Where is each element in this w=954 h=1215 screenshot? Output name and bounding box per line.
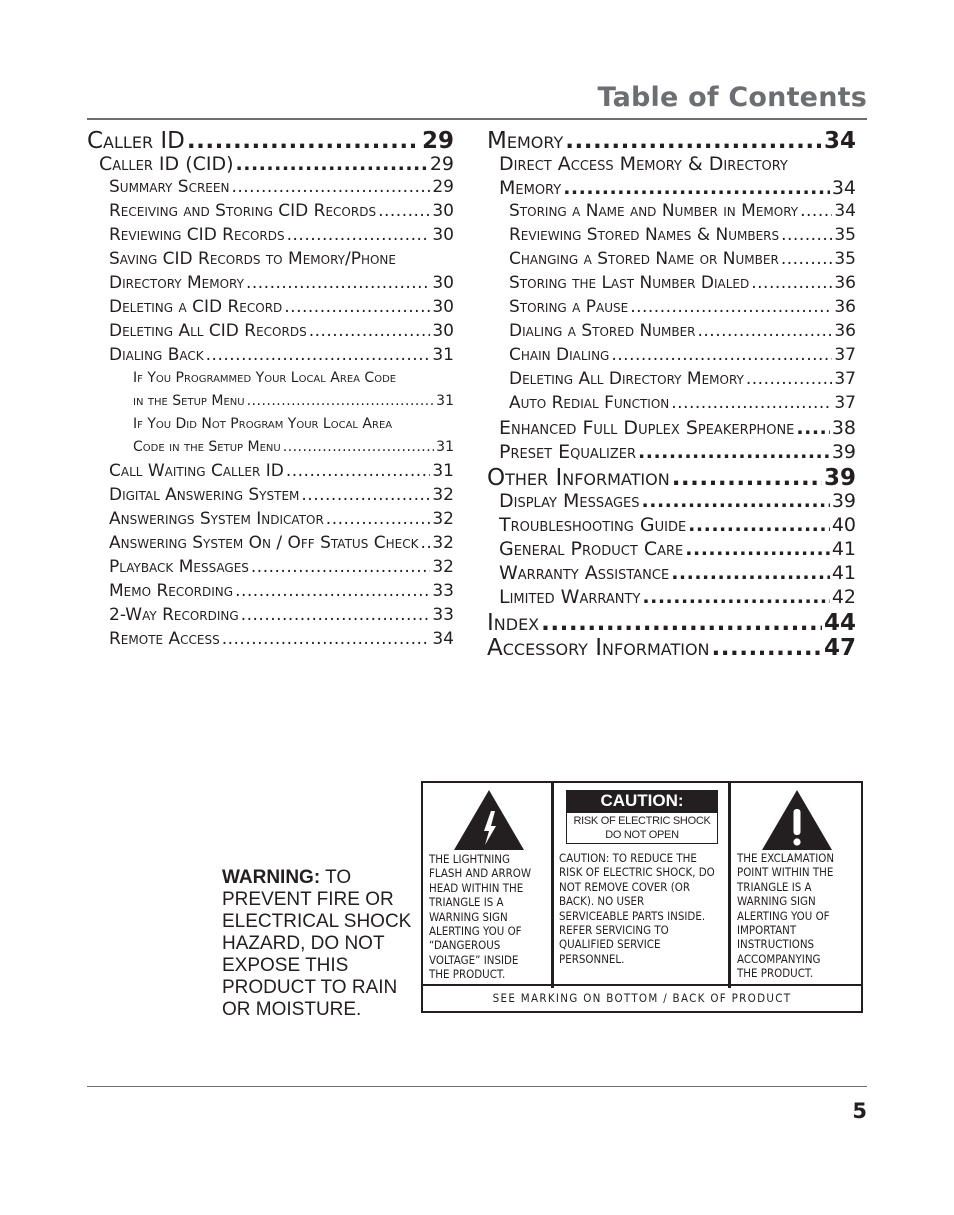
toc-entry[interactable]	[87, 535, 454, 559]
toc-entry[interactable]	[87, 155, 454, 179]
toc-entry-label: Enhanced Full Duplex Speakerphone	[499, 417, 795, 439]
toc-entry-label: Digital Answering System	[109, 485, 300, 505]
toc-entry-label: Saving CID Records to Memory/Phone	[109, 249, 396, 269]
toc-entry[interactable]	[487, 251, 856, 275]
page-number: 5	[852, 1099, 867, 1123]
toc-entry-label: Auto Redial Function	[509, 393, 670, 413]
toc-entry-label: Chain Dialing	[509, 345, 610, 365]
toc-leader-dots	[800, 203, 832, 220]
toc-entry-label: Caller ID (CID)	[99, 153, 234, 175]
toc-leader-dots	[236, 155, 428, 174]
toc-leader-dots	[685, 540, 830, 559]
lightning-panel	[423, 783, 551, 988]
caution-text: CAUTION: TO REDUCE THE RISK OF ELECTRIC SHOCK, DO NOT REMOVE COVER (OR BACK). NO USER SERVICEABLE PARTS INSIDE. REFER SERVICING TO QUALIFIED SERVICE PERSONNEL.	[559, 852, 715, 966]
toc-entry[interactable]	[487, 443, 856, 467]
toc-entry-page: 42	[831, 586, 856, 608]
warning-label: WARNING:	[222, 867, 321, 888]
toc-entry[interactable]	[87, 299, 454, 323]
toc-entry-page: 41	[831, 538, 856, 560]
toc-entry-label: Deleting All CID Records	[109, 321, 307, 341]
toc-entry-label: Display Messages	[499, 490, 640, 512]
toc-entry-label: in the Setup Menu	[133, 393, 245, 409]
toc-entry-label: Direct Access Memory & Directory	[499, 153, 788, 175]
toc-leader-dots	[246, 275, 430, 292]
toc-entry-page: 29	[429, 153, 454, 175]
toc-entry-page: 34	[823, 128, 856, 154]
warning-notice	[222, 867, 417, 1021]
toc-leader-dots	[206, 347, 431, 364]
toc-leader-dots	[309, 323, 431, 340]
toc-entry-page: 34	[831, 177, 856, 199]
toc-entry[interactable]	[487, 612, 856, 637]
toc-leader-dots	[235, 583, 430, 600]
toc-entry[interactable]	[487, 467, 856, 492]
caution-footer: SEE MARKING ON BOTTOM / BACK OF PRODUCT	[423, 984, 861, 1011]
toc-leader-dots	[672, 467, 822, 490]
toc-leader-dots	[781, 251, 833, 268]
toc-leader-dots	[287, 227, 431, 244]
toc-entry-page: 37	[834, 369, 856, 389]
toc-entry-page: 34	[432, 629, 454, 649]
toc-entry-label: Changing a Stored Name or Number	[509, 249, 779, 269]
toc-leader-dots	[796, 419, 829, 438]
lightning-text: THE LIGHTNING FLASH AND ARROW HEAD WITHIN THE TRIANGLE IS A WARNING SIGN ALERTING YOU OF “DANGEROUS VOLTAGE” INSIDE THE PRODUCT.	[429, 853, 532, 982]
toc-entry-label: Directory Memory	[109, 273, 244, 293]
toc-entry-label: Dialing a Stored Number	[509, 321, 696, 341]
toc-leader-dots	[638, 443, 830, 462]
toc-entry[interactable]	[487, 588, 856, 612]
toc-leader-dots	[326, 511, 431, 528]
toc-entry-label: If You Programmed Your Local Area Code	[133, 370, 397, 386]
toc-entry-page: 47	[823, 635, 856, 661]
toc-leader-dots	[247, 394, 435, 408]
toc-entry[interactable]	[487, 540, 856, 564]
toc-entry-page: 39	[831, 490, 856, 512]
toc-entry-page: 41	[831, 562, 856, 584]
toc-entry-label: Other Information	[487, 465, 670, 491]
bottom-rule	[87, 1086, 867, 1087]
toc-leader-dots	[671, 395, 832, 412]
toc-entry[interactable]	[87, 583, 454, 607]
toc-entry-label: General Product Care	[499, 538, 684, 560]
toc-entry-page: 35	[834, 249, 856, 269]
toc-entry-label: Answerings System Indicator	[109, 509, 324, 529]
toc-entry-page: 29	[432, 177, 454, 197]
toc-entry[interactable]	[487, 492, 856, 516]
toc-entry[interactable]	[487, 516, 856, 540]
toc-entry[interactable]	[487, 299, 856, 323]
toc-entry-label: Playback Messages	[109, 557, 249, 577]
toc-entry[interactable]	[87, 440, 454, 463]
caution-box	[421, 781, 863, 1013]
toc-entry[interactable]	[87, 130, 454, 155]
toc-entry-page: 39	[823, 465, 856, 491]
toc-entry-label: Code in the Setup Menu	[133, 439, 281, 455]
toc-entry[interactable]	[487, 323, 856, 347]
toc-entry-page: 33	[432, 605, 454, 625]
toc-entry[interactable]	[487, 395, 856, 419]
toc-entry[interactable]	[487, 155, 856, 179]
toc-entry-label: Deleting a CID Record	[109, 297, 283, 317]
toc-right-column	[487, 130, 856, 662]
toc-leader-dots	[642, 492, 830, 511]
toc-entry[interactable]	[87, 371, 454, 394]
toc-entry[interactable]	[87, 559, 454, 583]
toc-entry-page: 32	[432, 509, 454, 529]
toc-entry[interactable]	[487, 203, 856, 227]
toc-entry[interactable]	[487, 227, 856, 251]
toc-entry[interactable]	[87, 631, 454, 655]
toc-entry-page: 40	[831, 514, 856, 536]
toc-entry-page: 37	[834, 345, 856, 365]
lightning-triangle-icon	[453, 789, 525, 851]
toc-entry-page: 30	[432, 225, 454, 245]
toc-entry-label: Memory	[487, 128, 564, 154]
toc-leader-dots	[746, 371, 833, 388]
toc-entry-page: 31	[432, 461, 454, 481]
toc-leader-dots	[222, 631, 431, 648]
toc-entry[interactable]	[487, 347, 856, 371]
toc-leader-dots	[712, 637, 822, 660]
toc-entry[interactable]	[87, 323, 454, 347]
toc-entry[interactable]	[87, 227, 454, 251]
toc-entry-label: Storing the Last Number Dialed	[509, 273, 750, 293]
exclamation-text: THE EXCLAMATION POINT WITHIN THE TRIANGLE IS A WARNING SIGN ALERTING YOU OF IMPORTANT INSTRUCTIONS ACCOMPANYING THE PRODUCT.	[737, 852, 835, 981]
toc-entry-label: Reviewing CID Records	[109, 225, 285, 245]
toc-entry[interactable]	[87, 275, 454, 299]
toc-entry-page: 34	[834, 201, 856, 221]
toc-entry[interactable]	[487, 564, 856, 588]
toc-leader-dots	[630, 299, 832, 316]
toc-entry-label: Storing a Name and Number in Memory	[509, 201, 799, 221]
warning-body: TO PREVENT FIRE OR ELECTRICAL SHOCK HAZARD, DO NOT EXPOSE THIS PRODUCT TO RAIN OR MOISTURE.	[222, 867, 412, 1020]
toc-leader-dots	[301, 487, 430, 504]
toc-entry-page: 30	[432, 201, 454, 221]
caution-label: CAUTION:	[566, 790, 718, 812]
toc-entry[interactable]	[487, 371, 856, 395]
toc-entry[interactable]	[87, 394, 454, 417]
caution-sub: RISK OF ELECTRIC SHOCK DO NOT OPEN	[566, 812, 718, 844]
page-title: Table of Contents	[597, 82, 867, 113]
toc-entry-label: Summary Screen	[109, 177, 230, 197]
exclamation-panel	[731, 783, 863, 988]
toc-entry-page: 30	[432, 297, 454, 317]
toc-entry-page: 31	[432, 345, 454, 365]
toc-entry-label: Storing a Pause	[509, 297, 629, 317]
toc-entry-label: Remote Access	[109, 629, 220, 649]
toc-entry-page: 38	[831, 417, 856, 439]
toc-leader-dots	[187, 130, 420, 153]
toc-entry-label: Memo Recording	[109, 581, 234, 601]
toc-entry-label: Reviewing Stored Names & Numbers	[509, 225, 780, 245]
toc-entry-page: 37	[834, 393, 856, 413]
toc-entry-page: 36	[834, 297, 856, 317]
toc-leader-dots	[565, 130, 822, 153]
toc-leader-dots	[284, 299, 430, 316]
toc-entry-label: Receiving and Storing CID Records	[109, 201, 377, 221]
toc-leader-dots	[751, 275, 832, 292]
toc-leader-dots	[541, 612, 822, 635]
toc-entry-label: Preset Equalizer	[499, 441, 637, 463]
toc-leader-dots	[251, 559, 430, 576]
toc-leader-dots	[688, 516, 830, 535]
toc-entry-label: Caller ID	[87, 128, 185, 154]
exclamation-triangle-icon	[761, 789, 833, 851]
toc-entry-label: Memory	[499, 177, 562, 199]
toc-entry-label: Index	[487, 610, 540, 636]
toc-entry-label: Deleting All Directory Memory	[509, 369, 744, 389]
toc-entry[interactable]	[87, 463, 454, 487]
toc-leader-dots	[286, 463, 431, 480]
toc-leader-dots	[420, 535, 430, 552]
toc-entry-page: 33	[432, 581, 454, 601]
caution-panel	[551, 783, 731, 988]
toc-entry[interactable]	[87, 251, 454, 275]
toc-entry-page: 30	[432, 273, 454, 293]
toc-entry-label: Answering System On / Off Status Check	[109, 533, 419, 553]
toc-entry-page: 35	[834, 225, 856, 245]
toc-entry[interactable]	[87, 179, 454, 203]
toc-entry-page: 36	[834, 273, 856, 293]
toc-leader-dots	[642, 588, 829, 607]
toc-entry[interactable]	[87, 511, 454, 535]
toc-leader-dots	[671, 564, 830, 583]
toc-leader-dots	[231, 179, 430, 196]
toc-entry-page: 32	[432, 485, 454, 505]
toc-entry-page: 32	[432, 557, 454, 577]
toc-entry-page: 32	[432, 533, 454, 553]
toc-entry[interactable]	[87, 347, 454, 371]
toc-leader-dots	[283, 440, 434, 454]
toc-entry[interactable]	[487, 419, 856, 443]
toc-entry-page: 44	[823, 610, 856, 636]
toc-left-column	[87, 130, 454, 655]
toc-leader-dots	[378, 203, 430, 220]
toc-entry-label: Call Waiting Caller ID	[109, 461, 284, 481]
toc-entry-page: 36	[834, 321, 856, 341]
toc-entry[interactable]	[487, 275, 856, 299]
toc-entry-page: 39	[831, 441, 856, 463]
toc-leader-dots	[698, 323, 833, 340]
toc-leader-dots	[563, 179, 830, 198]
top-rule	[87, 118, 867, 120]
toc-leader-dots	[241, 607, 431, 624]
toc-entry[interactable]	[487, 179, 856, 203]
toc-entry-page: 31	[436, 393, 454, 409]
toc-entry-label: If You Did Not Program Your Local Area	[133, 416, 393, 432]
toc-entry-page: 31	[436, 439, 454, 455]
toc-entry[interactable]	[487, 637, 856, 662]
toc-entry-page: 29	[421, 128, 454, 154]
toc-entry-label: 2-Way Recording	[109, 605, 239, 625]
toc-entry[interactable]	[87, 417, 454, 440]
toc-entry-label: Accessory Information	[487, 635, 710, 661]
toc-entry-label: Warranty Assistance	[499, 562, 670, 584]
toc-entry[interactable]	[487, 130, 856, 155]
toc-leader-dots	[611, 347, 832, 364]
toc-entry[interactable]	[87, 487, 454, 511]
toc-entry[interactable]	[87, 203, 454, 227]
toc-entry-page: 30	[432, 321, 454, 341]
toc-entry-label: Limited Warranty	[499, 586, 641, 608]
toc-entry-label: Dialing Back	[109, 345, 204, 365]
toc-leader-dots	[781, 227, 832, 244]
toc-entry[interactable]	[87, 607, 454, 631]
toc-entry-label: Troubleshooting Guide	[499, 514, 687, 536]
